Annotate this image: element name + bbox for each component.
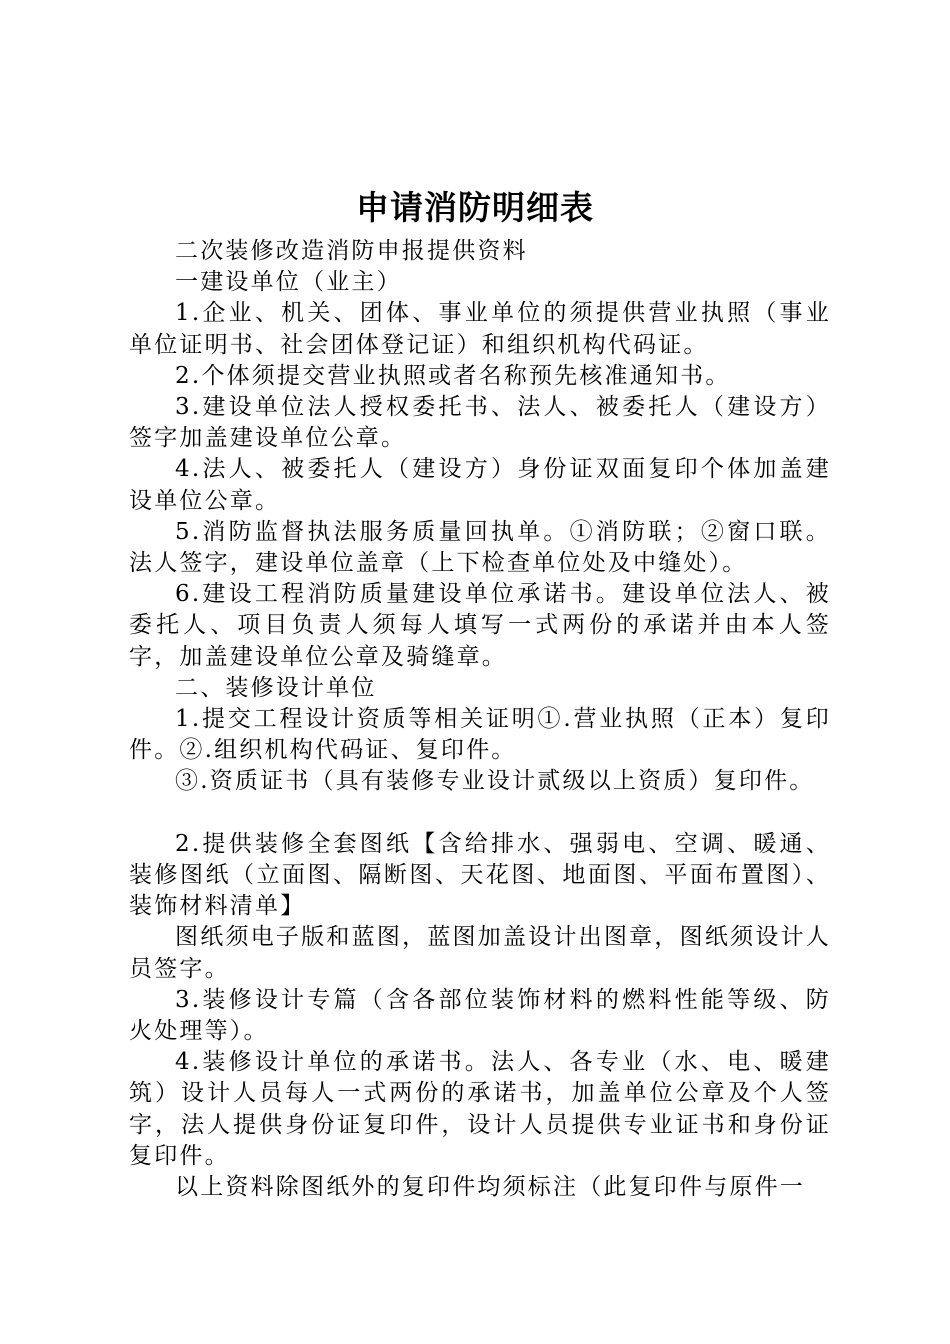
section-heading-designer: 二、装修设计单位 xyxy=(175,674,377,701)
paragraph-item: 1.企业、机关、团体、事业单位的须提供营业执照（事业单位证明书、社会团体登记证）和组织机构代码证。 xyxy=(129,300,831,358)
document-title: 申请消防明细表 xyxy=(356,188,594,227)
paragraph-item: 2.提供装修全套图纸【含给排水、强弱电、空调、暖通、装修图纸（立面图、隔断图、天花图、地面图、平面布置图）、装饰材料清单】 xyxy=(129,830,831,920)
paragraph-item: 1.提交工程设计资质等相关证明①.营业执照（正本）复印件。②.组织机构代码证、复印件。 xyxy=(129,706,831,764)
document-body xyxy=(129,236,831,1203)
paragraph-intro: 二次装修改造消防申报提供资料 xyxy=(175,238,528,264)
blank-line xyxy=(129,798,831,829)
paragraph-item: 6.建设工程消防质量建设单位承诺书。建设单位法人、被委托人、项目负责人须每人填写一式两份的承诺并由本人签字，加盖建设单位公章及骑缝章。 xyxy=(129,581,831,670)
paragraph-item: 5.消防监督执法服务质量回执单。①消防联；②窗口联。法人签字，建设单位盖章（上下检查单位处及中缝处）。 xyxy=(129,518,831,577)
paragraph-item: 4.装修设计单位的承诺书。法人、各专业（水、电、暖建筑）设计人员每人一式两份的承诺书，加盖单位公章及个人签字，法人提供身份证复印件，设计人员提供专业证书和身份证复印件。 xyxy=(129,1049,831,1169)
paragraph-item: ③.资质证书（具有装修专业设计贰级以上资质）复印件。 xyxy=(175,768,815,795)
section-heading-owner: 一建设单位（业主） xyxy=(175,269,402,296)
paragraph-item: 3.装修设计专篇（含各部位装饰材料的燃料性能等级、防火处理等）。 xyxy=(129,986,831,1045)
paragraph-item: 3.建设单位法人授权委托书、法人、被委托人（建设方）签字加盖建设单位公章。 xyxy=(129,394,831,452)
paragraph-item: 2.个体须提交营业执照或者名称预先核准通知书。 xyxy=(175,362,731,389)
paragraph-item: 4.法人、被委托人（建设方）身份证双面复印个体加盖建设单位公章。 xyxy=(129,456,831,514)
paragraph-item: 图纸须电子版和蓝图，蓝图加盖设计出图章，图纸须设计人员签字。 xyxy=(129,924,831,982)
paragraph-note: 以上资料除图纸外的复印件均须标注（此复印件与原件一 xyxy=(175,1174,805,1201)
